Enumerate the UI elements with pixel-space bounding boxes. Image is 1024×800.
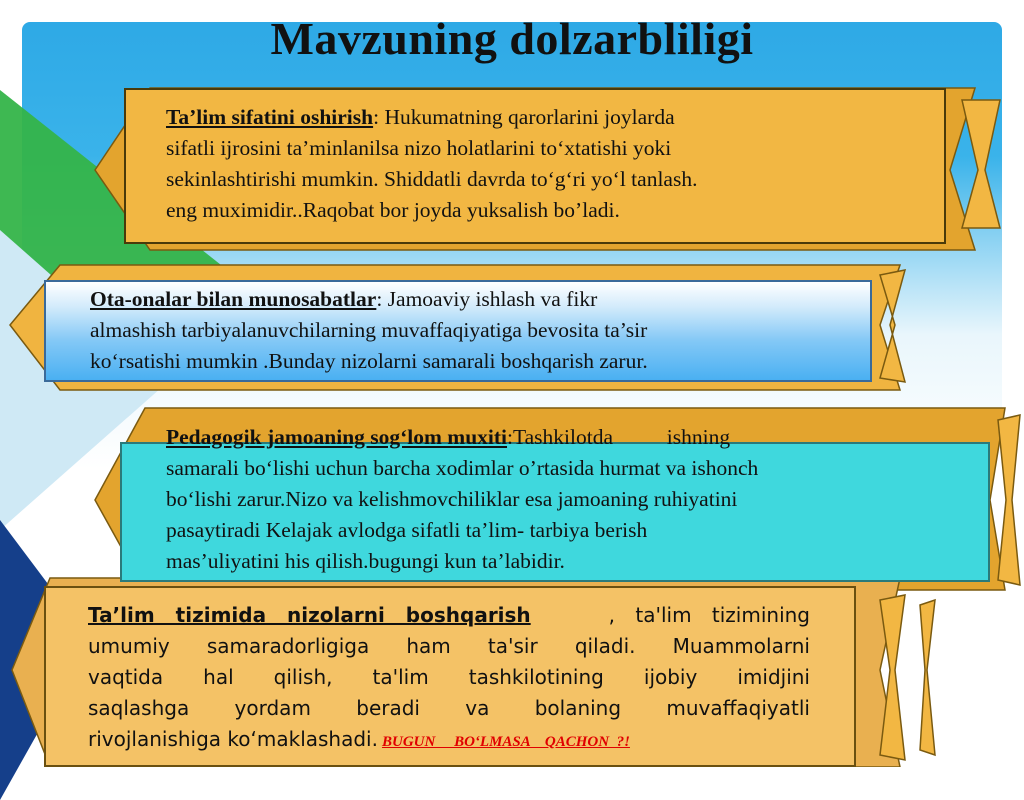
block4-text-5: rivojlanishiga ko‘maklashadi. <box>88 727 378 751</box>
word: vaqtida <box>88 665 164 689</box>
text-block-4 <box>44 586 856 767</box>
text-block-3 <box>120 425 990 582</box>
chevron-4a <box>880 595 905 760</box>
word: umumiy <box>88 634 170 658</box>
block2-heading: Ota-onalar bilan munosabatlar <box>90 287 377 311</box>
word: ijobiy <box>643 665 698 689</box>
block4-text-1: , ta'lim tizimining <box>608 603 810 627</box>
word: imidjini <box>737 665 810 689</box>
block1-heading: Ta’lim sifatini oshirish <box>166 105 374 129</box>
word: tashkilotining <box>468 665 604 689</box>
chevron-1 <box>962 100 1000 228</box>
word: beradi <box>356 696 420 720</box>
chevron-2 <box>880 270 905 382</box>
word: qiladi. <box>574 634 636 658</box>
word: ta'sir <box>487 634 538 658</box>
block1-text-1: : Hukumatning qarorlarini joylarda <box>373 105 675 129</box>
block4-line-1 <box>88 600 810 631</box>
block1-line-3: sekinlashtirishi mumkin. Shiddatli davrda to‘g‘ri yo‘l tanlash. <box>166 167 698 191</box>
word: hal <box>203 665 234 689</box>
block2-text-1: : Jamoaviy ishlash va fikr <box>376 287 598 311</box>
word: yordam <box>234 696 311 720</box>
word: ham <box>406 634 451 658</box>
word: Muammolarni <box>672 634 810 658</box>
block3-line-3: bo‘lishi zarur.Nizo va kelishmovchiliklar esa jamoaning ruhiyatini <box>166 487 738 511</box>
block3-line-4: pasaytiradi Kelajak avlodga sifatli ta’lim- tarbiya berish <box>166 518 648 542</box>
block1-line-2: sifatli ijrosini ta’minlanilsa nizo holatlarini to‘xtatishi yoki <box>166 136 672 160</box>
word: ta'lim <box>372 665 429 689</box>
word: samaradorligiga <box>206 634 370 658</box>
text-block-1 <box>124 88 946 244</box>
block1-line-1 <box>166 102 914 133</box>
block3-heading: Pedagogik jamoaning sog‘lom muxiti <box>166 425 508 449</box>
block4-heading: Ta’lim tizimida nizolarni boshqarish <box>88 603 531 627</box>
text-block-2 <box>44 280 872 382</box>
slide-title: Mavzuning dolzarbliligi <box>270 13 754 64</box>
block1-line-4: eng muximidir..Raqobat bor joyda yuksalish bo’ladi. <box>166 198 620 222</box>
word: bolaning <box>534 696 622 720</box>
block2-line-3: ko‘rsatishi mumkin .Bunday nizolarni samarali boshqarish zarur. <box>90 349 648 373</box>
block4-line-2 <box>88 631 810 662</box>
block2-line-2: almashish tarbiyalanuvchilarning muvaffaqiyatiga bevosita ta’sir <box>90 318 648 342</box>
word: muvaffaqiyatli <box>666 696 810 720</box>
chevron-3 <box>998 415 1020 585</box>
block3-text-1: :Tashkilotda ishning <box>507 425 731 449</box>
block2-line-1 <box>90 284 850 315</box>
block3-line-2: samarali bo‘lishi uchun barcha xodimlar o’rtasida hurmat va ishonch <box>166 456 759 480</box>
block4-line-3 <box>88 662 810 693</box>
block4-line-4 <box>88 693 810 724</box>
block4-tail-slogan: BUGUN BO‘LMASA QACHON ?! <box>381 734 630 750</box>
block3-line-1 <box>166 422 968 453</box>
word: saqlashga <box>88 696 190 720</box>
word: qilish, <box>273 665 333 689</box>
block4-line-5 <box>88 724 810 758</box>
chevron-4b <box>920 600 935 755</box>
word: va <box>465 696 490 720</box>
block3-line-5: mas’uliyatini his qilish.bugungi kun ta’labidir. <box>166 549 565 573</box>
